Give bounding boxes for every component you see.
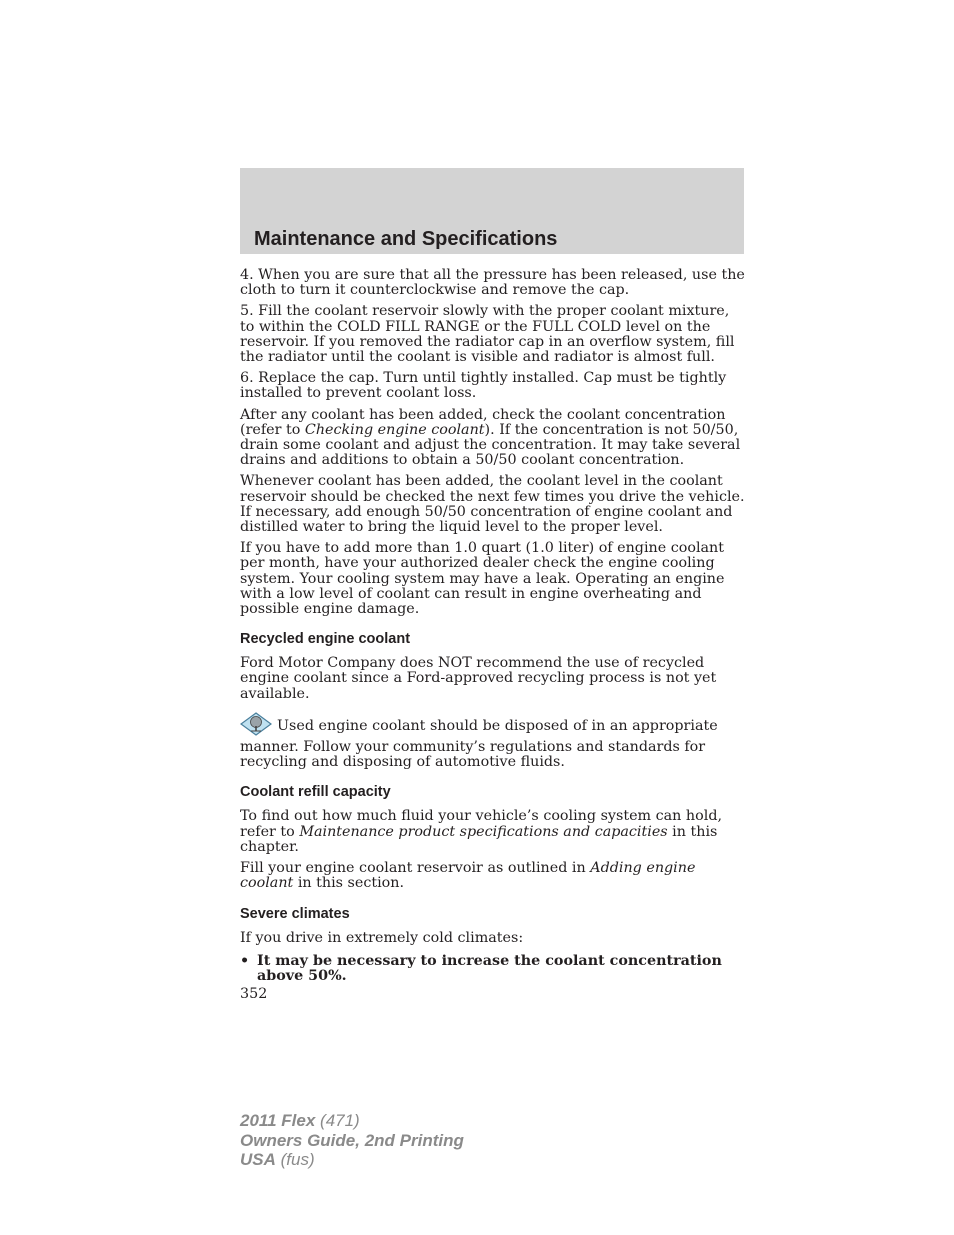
environment-note	[240, 712, 745, 771]
environment-note-text: Used engine coolant should be disposed of in an appropriate manner. Follow your community’s regulations and standards for recycling and disposing of automotive fluids.	[240, 717, 718, 771]
footer-code: (471)	[320, 1111, 360, 1130]
leak-warning-paragraph: If you have to add more than 1.0 quart (1.0 liter) of engine coolant per month, have your authorized dealer check the engine cooling system. Your cooling system may have a leak. Operating an engine with a low level of coolant can result in engine overheating and possible engine damage.	[240, 540, 725, 618]
concentration-text-a: After any coolant has been added, check the coolant concentration (refer to	[240, 406, 726, 438]
footer-line-model	[240, 1111, 464, 1131]
recycled-coolant-paragraph: Ford Motor Company does NOT recommend the use of recycled engine coolant since a Ford-approved recycling process is not yet available.	[240, 655, 717, 702]
page-number: 352	[240, 986, 268, 1003]
fill-reservoir-paragraph	[240, 861, 745, 891]
footer-line-guide	[240, 1131, 464, 1151]
footer-model: 2011 Flex	[240, 1111, 316, 1130]
fill-text-a: Fill your engine coolant reservoir as outlined in	[240, 860, 591, 877]
print-footer	[240, 1111, 464, 1170]
bullet-marker: •	[240, 952, 250, 969]
footer-guide: Owners Guide, 2nd Printing	[240, 1130, 464, 1150]
capacity-paragraph	[240, 809, 745, 855]
section-title: Maintenance and Specifications	[254, 228, 558, 250]
capacity-text-a: To find out how much fluid your vehicle’s cooling system can hold, refer to	[240, 808, 723, 840]
severe-climates-heading: Severe climates	[240, 905, 350, 922]
page-content	[240, 268, 745, 1002]
fill-text-b: in this section.	[293, 875, 405, 892]
severe-climates-intro: If you drive in extremely cold climates:	[240, 929, 524, 946]
reservoir-check-paragraph: Whenever coolant has been added, the coolant level in the coolant reservoir should be checked the next few times you drive the vehicle. If necessary, add enough 50/50 concentration of engine coolant and distilled water to bring the liquid level to the proper level.	[240, 473, 745, 536]
footer-market: USA	[240, 1150, 276, 1169]
concentration-paragraph	[240, 408, 745, 469]
coolant-capacity-heading: Coolant refill capacity	[240, 784, 391, 801]
capacity-text-b: in this chapter.	[240, 823, 718, 855]
footer-line-market	[240, 1150, 464, 1170]
footer-market-code: (fus)	[280, 1150, 315, 1169]
step-6-paragraph: 6. Replace the cap. Turn until tightly installed. Cap must be tightly installed to prevent coolant loss.	[240, 370, 727, 402]
concentration-text-b: ). If the concentration is not 50/50, drain some coolant and adjust the concentration. It may take several drains and additions to obtain a 50/50 coolant concentration.	[240, 421, 741, 469]
section-header-band	[240, 168, 744, 254]
capacities-reference: Maintenance product specifications and capacities	[299, 823, 668, 840]
recycled-coolant-heading: Recycled engine coolant	[240, 631, 411, 648]
bullet-item	[240, 954, 745, 984]
adding-coolant-reference: Adding engine coolant	[240, 860, 696, 892]
checking-coolant-reference: Checking engine coolant	[304, 421, 485, 438]
step-5-paragraph: 5. Fill the coolant reservoir slowly with the proper coolant mixture, to within the COLD FILL RANGE or the FULL COLD level on the reservoir. If you removed the radiator cap in an overflow system, fill the radiator until the coolant is visible and radiator is almost full.	[240, 303, 735, 366]
step-4-paragraph: 4. When you are sure that all the pressure has been released, use the cloth to turn it counterclockwise and remove the cap.	[240, 267, 745, 299]
bullet-text: It may be necessary to increase the coolant concentration above 50%.	[257, 952, 722, 984]
environment-tree-icon	[240, 712, 272, 740]
